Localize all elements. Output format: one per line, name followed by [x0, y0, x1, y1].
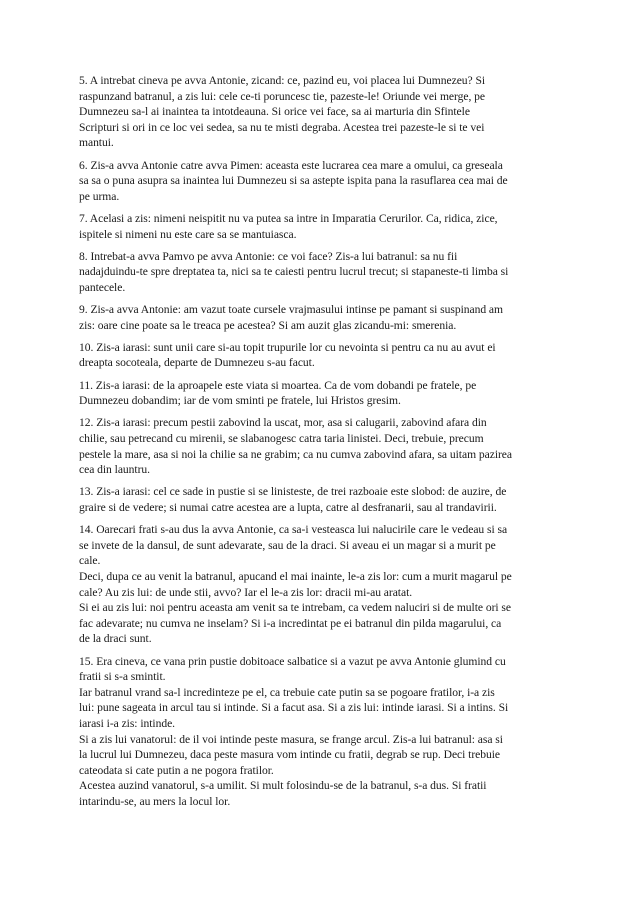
text-line: cateodata si cate putin a ne pogora fratilor. — [79, 763, 274, 777]
text-line: pestele la mare, asa si noi la chilie sa ne grabim; ca nu cumva zabovind afara, sa uitam pazirea — [79, 447, 512, 461]
paragraph-8 — [79, 249, 562, 296]
text-line: Acestea auzind vanatorul, s-a umilit. Si mult folosindu-se de la batranul, s-a dus. Si fratii — [79, 779, 487, 793]
paragraph-15 — [79, 654, 562, 810]
text-line: 10. Zis-a iarasi: sunt unii care si-au topit trupurile lor cu nevointa si pentru ca nu au avut ei — [79, 340, 496, 354]
paragraph-10 — [79, 340, 562, 371]
text-line: sa sa o puna asupra sa inaintea lui Dumnezeu si sa astepte ispita pana la rasuflarea cea mai de — [79, 174, 508, 188]
paragraph-7 — [79, 211, 562, 242]
text-line: raspunzand batranul, a zis lui: cele ce-ti poruncesc tie, pazeste-le! Oriunde vei merge, pe — [79, 89, 485, 103]
text-line: zis: oare cine poate sa le treaca pe acestea? Si am auzit glas zicandu-mi: smerenia. — [79, 318, 457, 332]
text-line: 14. Oarecari frati s-au dus la avva Antonie, ca sa-i vesteasca lui nalucirile care le vedeau si sa — [79, 523, 508, 537]
text-line: la lucrul lui Dumnezeu, daca peste masura vom intinde cu fratii, degrab se rup. Deci trebuie — [79, 748, 500, 762]
text-line: se invete de la dansul, de sunt adevarate, sau de la draci. Si aveau ei un magar si a murit pe — [79, 538, 496, 552]
text-line: pantecele. — [79, 280, 126, 294]
text-line: Dumnezeu sa-l ai inaintea ta intotdeauna. Si orice vei face, sa ai marturia din Sfintele — [79, 105, 470, 119]
paragraph-5 — [79, 73, 562, 151]
text-line: 6. Zis-a avva Antonie catre avva Pimen: aceasta este lucrarea cea mare a omului, ca greseala — [79, 158, 503, 172]
text-line: Dumnezeu dobandim; iar de vom sminti pe fratele, lui Hristos gresim. — [79, 394, 401, 408]
text-line: cea din launtru. — [79, 463, 150, 477]
text-line: lui: pune sageata in arcul tau si intinde. Si a facut asa. Si a zis lui: intinde iarasi. Si a intins. Si — [79, 701, 509, 715]
text-line: 12. Zis-a iarasi: precum pestii zabovind la uscat, mor, asa si calugarii, zabovind afara din — [79, 416, 487, 430]
text-line: fratii si s-a smintit. — [79, 670, 166, 684]
text-line: cale? Au zis lui: de unde stii, avvo? Iar el le-a zis lor: dracii mi-au aratat. — [79, 585, 413, 599]
paragraph-9 — [79, 302, 562, 333]
text-line: chilie, sau petrecand cu mirenii, se slabanogesc catra taria linistei. Deci, trebuie, precum — [79, 432, 484, 446]
text-line: ispitele si nimeni nu este care sa se mantuiasca. — [79, 227, 297, 241]
document-body — [79, 73, 562, 816]
paragraph-6 — [79, 158, 562, 205]
text-line: mantui. — [79, 136, 114, 150]
text-line: Si ei au zis lui: noi pentru aceasta am venit sa te intrebam, ca vedem naluciri si de multe ori se — [79, 601, 511, 615]
paragraph-13 — [79, 484, 562, 515]
text-line: Si a zis lui vanatorul: de il voi intinde peste masura, se frange arcul. Zis-a lui batranul: asa si — [79, 732, 503, 746]
text-line: Iar batranul vrand sa-l incredinteze pe el, ca trebuie cate putin sa se pogoare fratilor, i-a zis — [79, 685, 495, 699]
text-line: 5. A intrebat cineva pe avva Antonie, zicand: ce, pazind eu, voi placea lui Dumnezeu? Si — [79, 74, 486, 87]
text-line: 15. Era cineva, ce vana prin pustie dobitoace salbatice si a vazut pe avva Antonie glumind cu — [79, 654, 506, 668]
paragraph-14 — [79, 522, 562, 647]
paragraph-11 — [79, 378, 562, 409]
paragraph-12 — [79, 415, 562, 477]
text-line: intarindu-se, au mers la locul lor. — [79, 794, 231, 808]
text-line: fac adevarate; nu cumva ne inselam? Si i-a incredintat pe ei batranul din pilda magarului, ca — [79, 616, 502, 630]
text-line: 13. Zis-a iarasi: cel ce sade in pustie si se linisteste, de trei razboaie este slobod: de auzire, de — [79, 485, 507, 499]
text-line: iarasi i-a zis: intinde. — [79, 716, 176, 730]
text-line: pe urma. — [79, 189, 120, 203]
text-line: dreapta socoteala, departe de Dumnezeu s-au facut. — [79, 356, 315, 370]
text-line: Scripturi si ori in ce loc vei sedea, sa nu te misti degraba. Acestea trei pazeste-le si te vei — [79, 120, 485, 134]
text-line: graire si de vedere; si numai catre acestea are a lupta, catre al desfranarii, sau al trandavirii. — [79, 501, 497, 514]
text-line: 11. Zis-a iarasi: de la aproapele este viata si moartea. Ca de vom dobandi pe fratele, pe — [79, 378, 477, 392]
text-line: 9. Zis-a avva Antonie: am vazut toate cursele vrajmasului intinse pe pamant si suspinand am — [79, 303, 503, 317]
text-line: cale. — [79, 554, 101, 568]
text-line: nadajduindu-te spre dreptatea ta, nici sa te caiesti pentru lucrul trecut; si stapaneste-ti limba si — [79, 265, 509, 279]
text-line: de la draci sunt. — [79, 632, 152, 646]
text-line: Deci, dupa ce au venit la batranul, apucand el mai inainte, le-a zis lor: cum a murit magarul pe — [79, 569, 512, 583]
text-line: 7. Acelasi a zis: nimeni neispitit nu va putea sa intre in Imparatia Cerurilor. Ca, ridica, zice, — [79, 211, 498, 225]
text-line: 8. Intrebat-a avva Pamvo pe avva Antonie: ce voi face? Zis-a lui batranul: sa nu fii — [79, 249, 458, 263]
